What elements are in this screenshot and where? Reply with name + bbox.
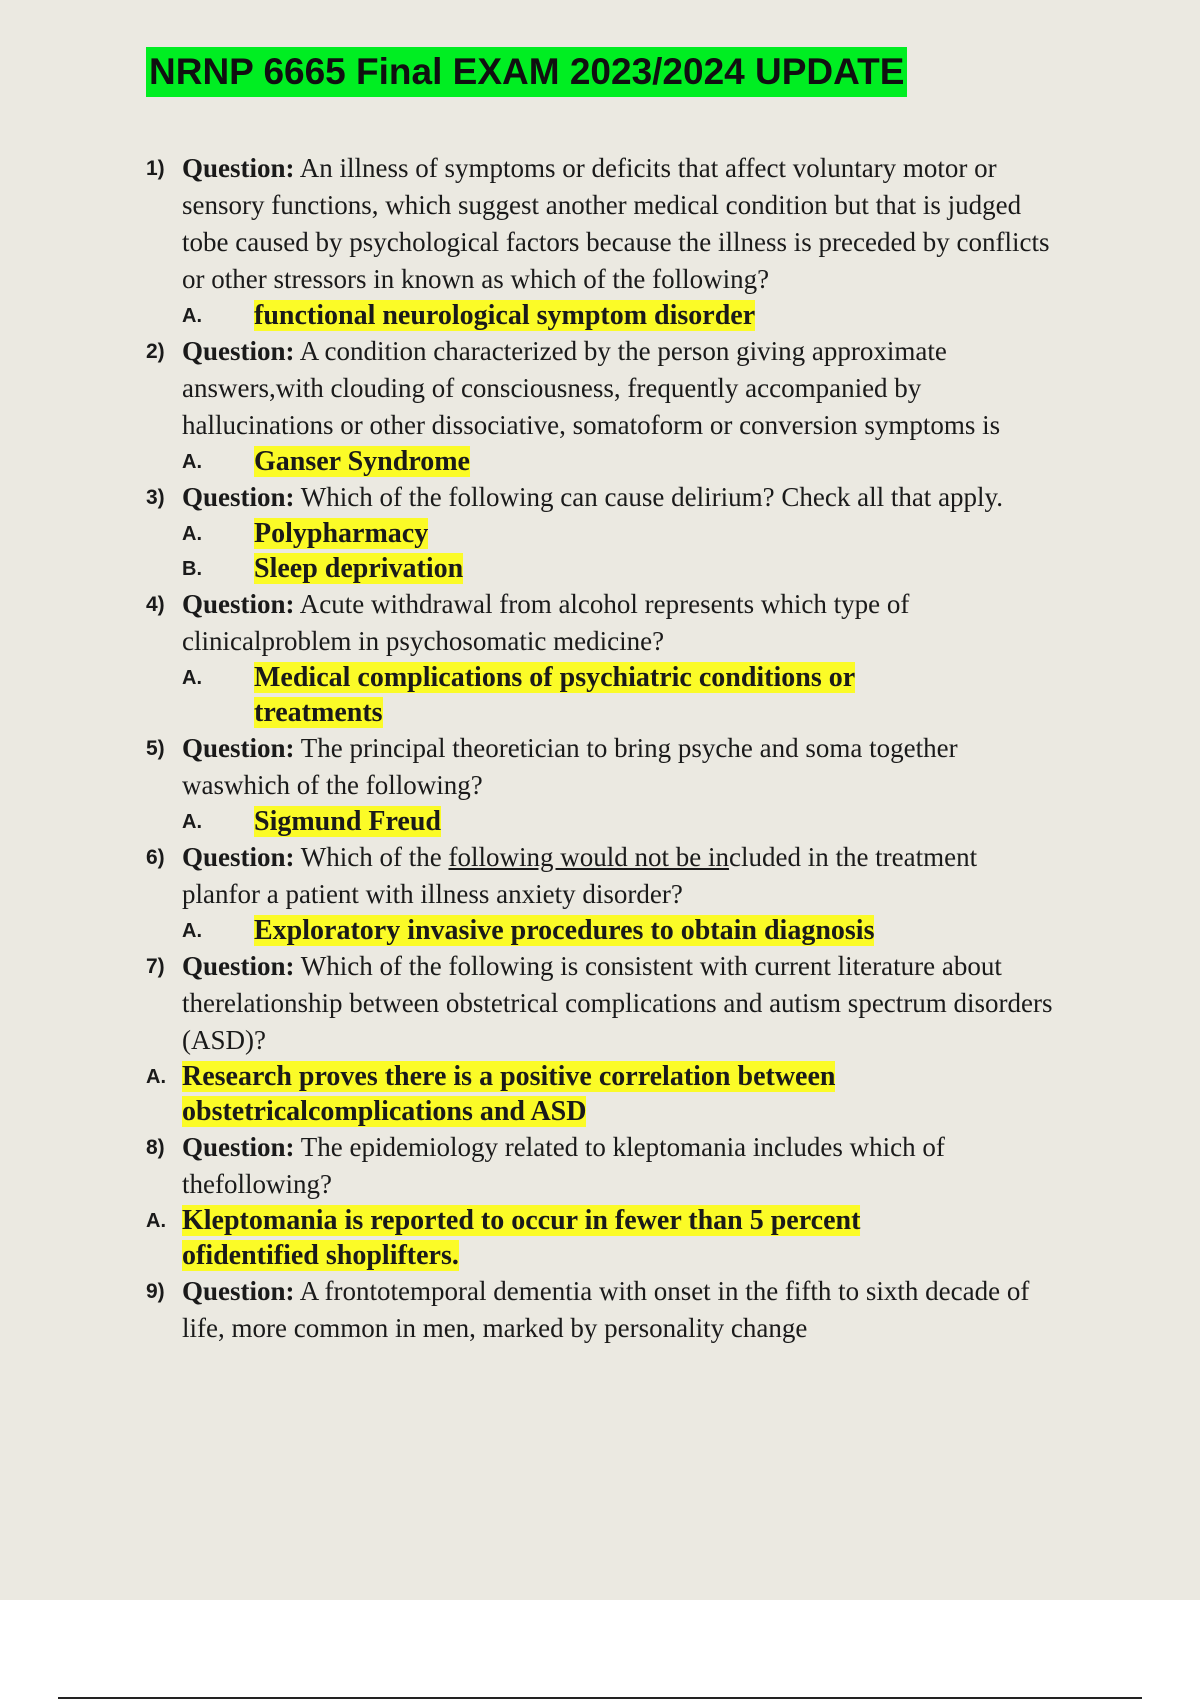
- question-number: 1): [146, 157, 165, 180]
- answer-a: [182, 660, 1032, 730]
- question-label: Question:: [182, 1276, 295, 1306]
- answer-letter: A.: [182, 523, 202, 545]
- answer-a: [182, 298, 1072, 333]
- document-title: NRNP 6665 Final EXAM 2023/2024 UPDATE: [146, 47, 907, 97]
- question-4: [146, 586, 1032, 730]
- footer-divider: [58, 1697, 1142, 1699]
- answer-text: Polypharmacy: [254, 518, 429, 549]
- question-number: 3): [146, 486, 165, 509]
- answer-a: [146, 1059, 1072, 1129]
- answer-text: Kleptomania is reported to occur in fewer than 5 percent ofidentified shoplifters.: [182, 1205, 861, 1271]
- answer-text: Sigmund Freud: [254, 806, 441, 837]
- question-label: Question:: [182, 589, 295, 619]
- question-text-end: cluded in the treatment planfor a patient with illness anxiety disorder?: [182, 842, 978, 909]
- question-number: 4): [146, 593, 165, 616]
- answer-text: Exploratory invasive procedures to obtain diagnosis: [254, 915, 875, 946]
- answer-a: [182, 444, 1072, 479]
- answer-b: [182, 551, 1072, 586]
- answer-a: [182, 804, 1032, 839]
- question-number: 6): [146, 846, 165, 869]
- question-label: Question:: [182, 951, 295, 981]
- answer-letter: A.: [146, 1066, 166, 1088]
- question-3: [146, 479, 1072, 586]
- question-list: [146, 150, 1066, 1347]
- question-text: Which of the following can cause delirium? Check all that apply.: [300, 482, 1004, 512]
- answer-letter: A.: [182, 451, 202, 473]
- question-number: 9): [146, 1280, 165, 1303]
- question-1: [146, 150, 1072, 333]
- question-8: [146, 1129, 992, 1273]
- question-7: [146, 948, 1072, 1129]
- question-label: Question:: [182, 842, 295, 872]
- question-text: A frontotemporal dementia with onset in the fifth to sixth decade of life, more common in men, marked by personality change: [182, 1276, 1030, 1343]
- answer-letter: B.: [182, 558, 202, 580]
- question-number: 5): [146, 737, 165, 760]
- answer-letter: A.: [182, 305, 202, 327]
- question-9: [146, 1273, 1072, 1347]
- question-number: 8): [146, 1136, 165, 1159]
- answer-letter: A.: [182, 920, 202, 942]
- question-number: 2): [146, 340, 165, 363]
- answer-letter: A.: [182, 667, 202, 689]
- question-text: The principal theoretician to bring psyche and soma together waswhich of the following?: [182, 733, 958, 800]
- question-text-underlined: following would not be in: [448, 842, 729, 872]
- answer-text: Research proves there is a positive correlation between obstetricalcomplications and ASD: [182, 1061, 836, 1127]
- answer-a: [182, 516, 1072, 551]
- question-text: Which of the following is consistent with current literature about therelationship between obstetrical complications and autism spectrum disorders (ASD)?: [182, 951, 1053, 1055]
- question-text: A condition characterized by the person giving approximate answers,with clouding of consciousness, frequently accompanied by hallucinations or other dissociative, somatoform or conversion symptoms is: [182, 336, 1001, 440]
- question-text: An illness of symptoms or deficits that affect voluntary motor or sensory functions, which suggest another medical condition but that is judged tobe caused by psychological factors because the illness is preceded by conflicts or other stressors in known as which of the following?: [182, 153, 1050, 294]
- answer-text: Ganser Syndrome: [254, 446, 470, 477]
- question-6: [146, 839, 1032, 948]
- question-text-start: Which of the: [300, 842, 449, 872]
- question-number: 7): [146, 955, 165, 978]
- answer-letter: A.: [182, 811, 202, 833]
- answer-a: [182, 913, 1032, 948]
- answer-a: [146, 1203, 992, 1273]
- question-label: Question:: [182, 153, 295, 183]
- question-label: Question:: [182, 1132, 295, 1162]
- answer-text: Medical complications of psychiatric conditions or treatments: [254, 662, 856, 728]
- question-label: Question:: [182, 336, 295, 366]
- answer-text: Sleep deprivation: [254, 553, 464, 584]
- question-text: The epidemiology related to kleptomania includes which of thefollowing?: [182, 1132, 945, 1199]
- question-2: [146, 333, 1072, 479]
- question-label: Question:: [182, 733, 295, 763]
- question-text: Acute withdrawal from alcohol represents which type of clinicalproblem in psychosomatic medicine?: [182, 589, 910, 656]
- answer-text: functional neurological symptom disorder: [254, 300, 756, 331]
- question-5: [146, 730, 1032, 839]
- answer-letter: A.: [146, 1210, 166, 1232]
- question-label: Question:: [182, 482, 295, 512]
